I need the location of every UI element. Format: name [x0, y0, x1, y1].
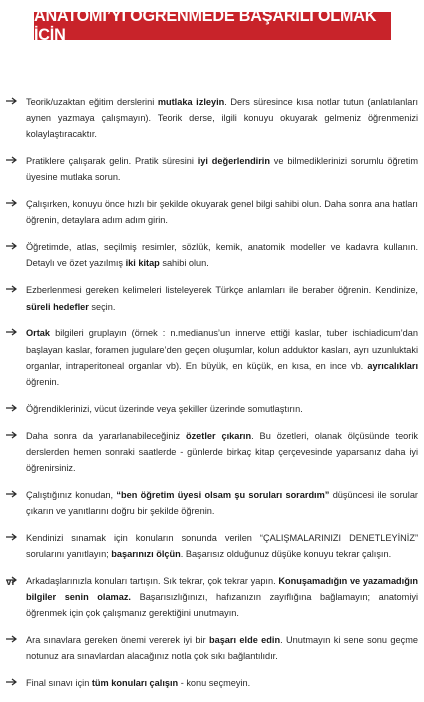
- body-text: Kendinizi sınamak için konuların sonunda verilen “ÇALIŞMALARINIZI DENETLEYİNİZ” sorularını yanıtlayın;: [26, 532, 418, 560]
- emphasis-text: süreli hedefler: [26, 301, 89, 312]
- list-item-text: [26, 239, 420, 271]
- list-item-text: [26, 325, 420, 389]
- list-item: [6, 573, 420, 621]
- list-item: [6, 675, 420, 691]
- arrow-bullet-icon: [6, 428, 26, 439]
- body-text: - konu seçmeyin.: [178, 678, 251, 689]
- list-item-text: [26, 632, 420, 664]
- arrow-bullet-icon: [6, 196, 26, 207]
- list-item-text: [26, 153, 420, 185]
- body-text: Teorik/uzaktan eğitim derslerini: [26, 97, 158, 107]
- arrow-bullet-icon: [6, 282, 26, 293]
- list-item: [6, 428, 420, 476]
- list-item-text: [26, 196, 420, 228]
- emphasis-text: başarı elde edin: [208, 635, 281, 646]
- body-text: Ara sınavlara gereken önemi vererek iyi bir: [26, 635, 209, 646]
- body-text: öğrenin.: [26, 376, 60, 387]
- arrow-bullet-icon: [6, 530, 26, 541]
- list-item-text: [26, 401, 420, 417]
- arrow-bullet-icon: [6, 153, 26, 164]
- emphasis-text: Ortak: [26, 328, 51, 339]
- list-item-text: [26, 282, 420, 314]
- body-text: . Bu özetleri, olanak ölçüsünde teorik derslerden hemen sonraki saatlerde - günlerde birkaç kitap çerçevesinde yaparsanız daha iyi öğrenirsiniz.: [26, 430, 418, 473]
- page-title: ANATOMİ’Yİ ÖĞRENMEDE BAŞARILI OLMAK İÇİN: [34, 7, 377, 44]
- arrow-bullet-icon: [6, 325, 26, 336]
- arrow-bullet-icon: [6, 632, 26, 643]
- body-text: bilgileri gruplayın (örnek : n.medianus’un innerve ettiği kaslar, tuber ischiadicum’dan başlayan kaslar, foramen jugulare’den geçen oluşumlar, kolun adduktor kasları, ayrı uzunluktaki organlar, intraperitoneal organlar vb). En büyük, en küçük, en kısa, en ince vb.: [26, 328, 418, 371]
- arrow-bullet-icon: [6, 675, 26, 686]
- body-text: Başarısızlığınızı, hafızanızın zayıflığına bağlamayın; anatomiyi öğrenmek için çok çalışmanız gerektiğini unutmayın.: [26, 592, 418, 619]
- body-text: seçin.: [88, 301, 116, 312]
- body-text: Daha sonra da yararlanabileceğiniz: [26, 430, 186, 441]
- emphasis-text: ayrıcalıkları: [367, 360, 418, 371]
- body-text: Öğretimde, atlas, seçilmiş resimler, sözlük, kemik, anatomik modeller ve kadavra kullanın. Detaylı ve özet yazılmış: [26, 242, 418, 269]
- list-item-text: [26, 94, 420, 142]
- arrow-bullet-icon: [6, 94, 26, 105]
- emphasis-text: Konuşamadığın ve yazamadığın bilgiler senin olamaz.: [26, 576, 418, 603]
- list-item: [6, 401, 420, 417]
- emphasis-text: mutlaka izleyin: [157, 97, 225, 107]
- body-text: . Başarısız olduğunuz düşüke konuyu tekrar çalışın.: [180, 549, 392, 560]
- list-item: [6, 153, 420, 185]
- emphasis-text: başarınızı ölçün: [111, 549, 181, 560]
- body-text: Final sınavı için: [26, 678, 92, 689]
- body-text: sahibi olun.: [159, 258, 209, 269]
- body-text: Çalışırken, konuyu önce hızlı bir şekilde okuyarak genel bilgi sahibi olun. Daha sonra ana hatları öğrenin, detaylara adım adım girin.: [26, 199, 418, 226]
- body-text: Öğrendiklerinizi, vücut üzerinde veya şekiller üzerinde somutlaştırın.: [26, 403, 303, 414]
- list-item-text: [26, 487, 420, 519]
- page-title-banner: [34, 7, 391, 44]
- list-item: [6, 239, 420, 271]
- emphasis-text: tüm konuları çalışın: [91, 678, 179, 689]
- body-text: Çalıştığınız konudan,: [26, 489, 117, 500]
- body-text: Pratiklere çalışarak gelin. Pratik süresini: [26, 156, 198, 167]
- list-item: [6, 94, 420, 142]
- body-text: Ezberlenmesi gereken kelimeleri listeleyerek Türkçe anlamları ile beraber öğrenin. Kendinize,: [26, 285, 418, 296]
- list-item: [6, 196, 420, 228]
- list-item: [6, 487, 420, 519]
- list-item: [6, 325, 420, 389]
- list-item-text: [26, 573, 420, 621]
- body-text: . Unutmayın ki sene sonu geçme notunuz ara sınavlardan alacağınız notla çok sıkı bağlantılıdır.: [26, 635, 418, 662]
- page-number: vi: [6, 577, 15, 588]
- emphasis-text: “ben öğretim üyesi olsam şu soruları sorardım”: [116, 489, 330, 500]
- arrow-bullet-icon: [6, 487, 26, 498]
- body-text: Arkadaşlarınızla konuları tartışın. Sık tekrar, çok tekrar yapın.: [26, 576, 279, 587]
- list-item-text: [26, 428, 420, 476]
- arrow-bullet-icon: [6, 401, 26, 412]
- emphasis-text: iki kitap: [125, 258, 160, 269]
- list-item: [6, 530, 420, 562]
- emphasis-text: özetler çıkarın: [185, 430, 252, 441]
- list-item: [6, 282, 420, 314]
- list-item-text: [26, 530, 420, 562]
- tips-list: [6, 94, 420, 702]
- list-item: [6, 632, 420, 664]
- arrow-bullet-icon: [6, 239, 26, 250]
- body-text: düşüncesi ile sorular çıkarın ve yanıtlarını doğru bir şekilde öğrenin.: [26, 489, 418, 516]
- body-text: ve bilmediklerinizi sorumlu öğretim üyesine mutlaka sorun.: [26, 156, 418, 183]
- body-text: . Ders süresince kısa notlar tutun (anlatılanları aynen yazmaya çalışmayın). Teorik derse, ilgili konuyu okuyarak gelmeniz öğrenmenizi kolaylaştıracaktır.: [26, 97, 418, 140]
- list-item-text: [26, 675, 420, 691]
- emphasis-text: iyi değerlendirin: [197, 156, 270, 167]
